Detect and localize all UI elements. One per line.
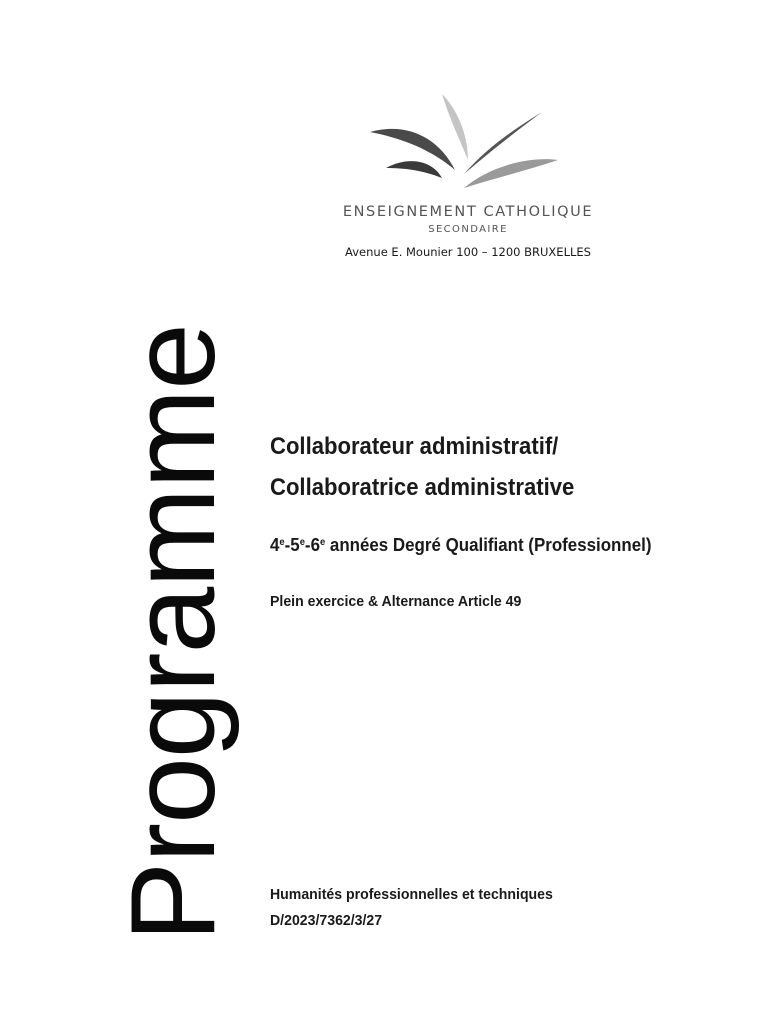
year-ordinal-suffix: e (299, 537, 305, 548)
humanities-category: Humanités professionnelles et techniques (270, 886, 553, 903)
organization-address: Avenue E. Mounier 100 – 1200 BRUXELLES (345, 245, 591, 259)
organization-subtitle: SECONDAIRE (428, 224, 508, 235)
school-years-line: 4e-5e-6e années Degré Qualifiant (Professionnel) (270, 535, 652, 555)
programme-vertical-title: Programme (106, 324, 240, 942)
year-number-6: 6 (310, 535, 320, 555)
program-title-line-1: Collaborateur administratif/ (270, 433, 559, 460)
years-description: années Degré Qualifiant (Professionnel) (325, 535, 652, 555)
study-regime: Plein exercice & Alternance Article 49 (270, 593, 522, 610)
stylized-leaves-logo-icon (360, 92, 580, 197)
year-number-4: 4 (270, 535, 280, 555)
document-reference: D/2023/7362/3/27 (270, 912, 383, 929)
year-ordinal-suffix: e (319, 537, 326, 548)
program-title-line-2: Collaboratrice administrative (270, 474, 575, 501)
year-ordinal-suffix: e (279, 537, 285, 548)
year-number-5: 5 (290, 535, 300, 555)
organization-name: ENSEIGNEMENT CATHOLIQUE (342, 204, 594, 220)
